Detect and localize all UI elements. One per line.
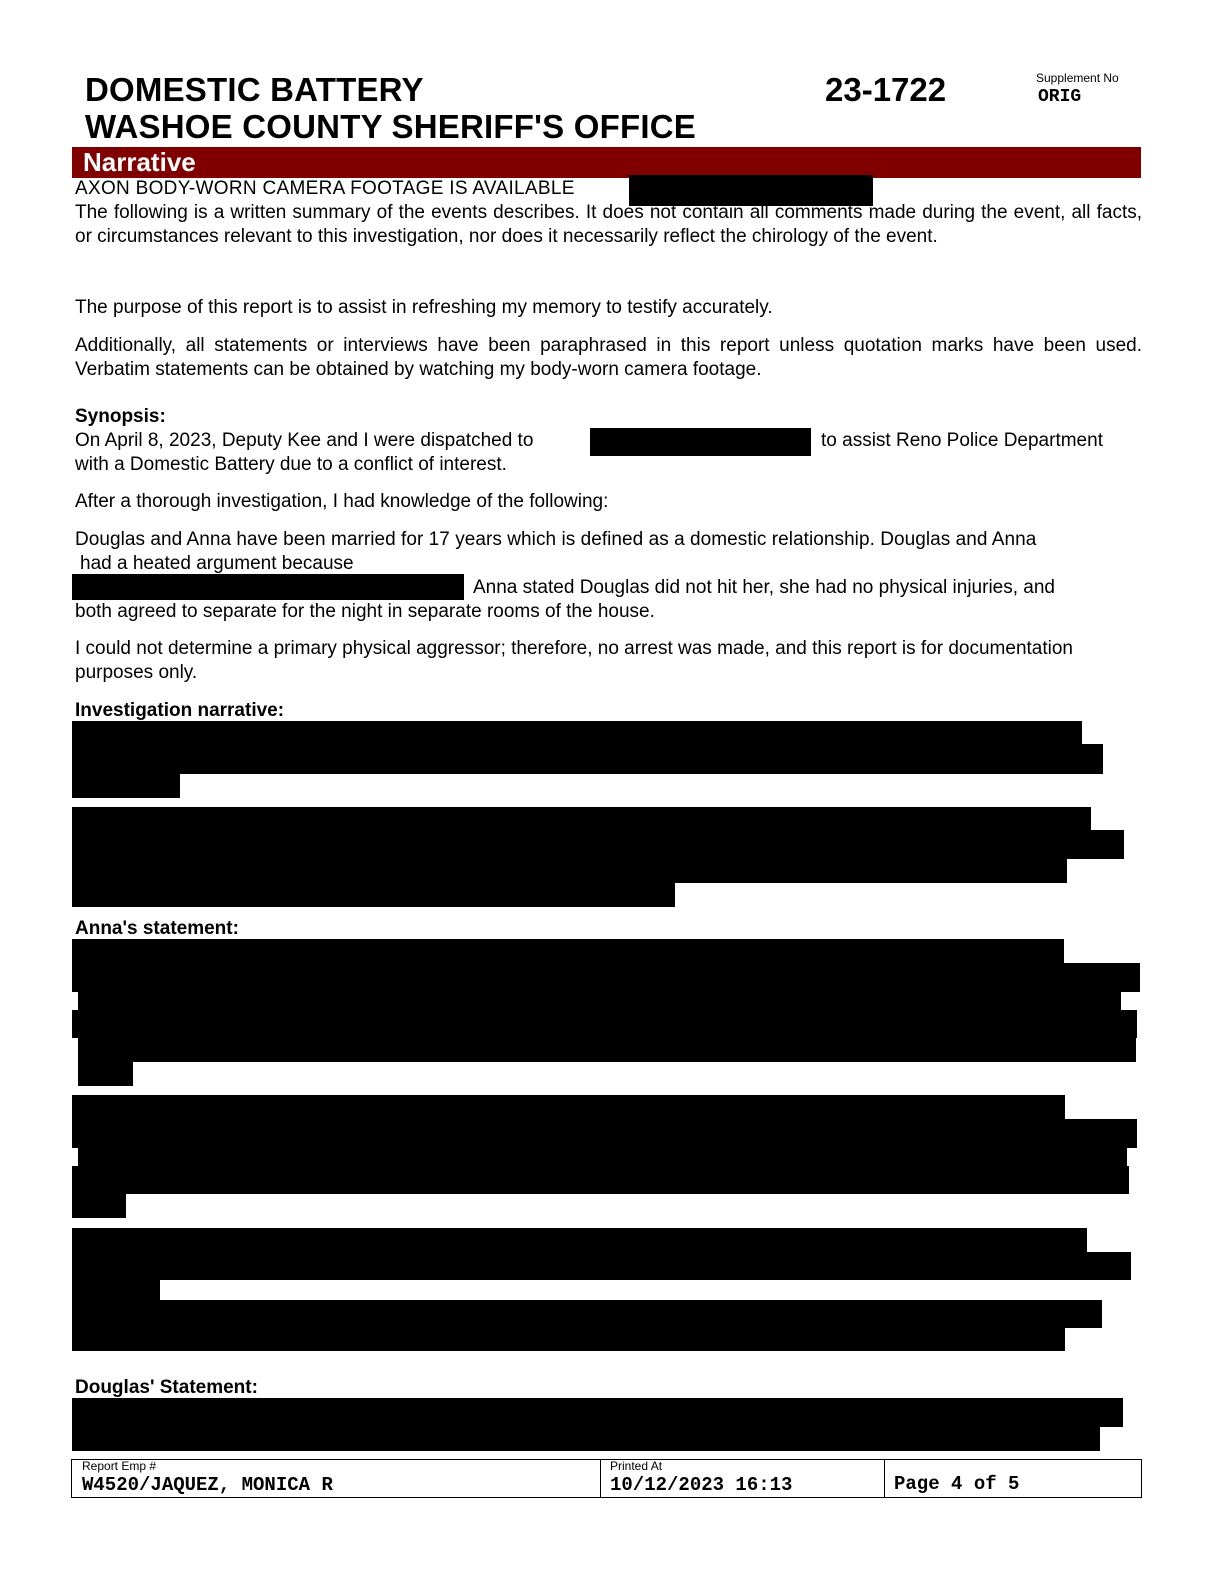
- anna-statement-heading: Anna's statement:: [75, 918, 239, 939]
- redaction-block: [72, 1300, 1102, 1328]
- synopsis-line-1c: with a Domestic Battery due to a conflict of interest.: [75, 454, 507, 475]
- redaction-block: [72, 1327, 1065, 1351]
- redaction-block: [72, 1095, 1065, 1120]
- synopsis-heading: Synopsis:: [75, 406, 166, 427]
- redaction-block: [72, 1228, 1087, 1253]
- redaction-block: [72, 882, 675, 907]
- case-number: 23-1722: [825, 71, 947, 108]
- report-type-title: DOMESTIC BATTERY: [85, 71, 424, 108]
- supplement-value: ORIG: [1038, 87, 1082, 107]
- page-number: Page 4 of 5: [894, 1473, 1020, 1495]
- synopsis-paragraph-2: After a thorough investigation, I had knowledge of the following:: [75, 491, 609, 512]
- redaction-block: [78, 1037, 1136, 1062]
- redaction-block: [72, 773, 180, 798]
- redaction-block: [72, 830, 1124, 859]
- report-emp-value: W4520/JAQUEZ, MONICA R: [82, 1474, 333, 1496]
- summary-paragraph: The following is a written summary of the events describes. It does not contain all comments made during the event, all facts, or circumstances relevant to this investigation, nor does it necessarily reflect the chirology of the event.: [75, 202, 1142, 247]
- report-footer: [71, 1459, 1142, 1498]
- redaction-block: [72, 1193, 126, 1218]
- redaction-block: [72, 1166, 1129, 1194]
- redaction-block: [72, 1010, 1137, 1038]
- redaction-block: [72, 1252, 1131, 1280]
- investigation-narrative-heading: Investigation narrative:: [75, 700, 285, 721]
- redaction-block: [78, 1061, 133, 1086]
- synopsis-line-3b: had a heated argument because: [80, 553, 354, 574]
- synopsis-line-3a: Douglas and Anna have been married for 17 years which is defined as a domestic relationship. Douglas and Anna: [75, 529, 1037, 550]
- redaction-block: [72, 574, 464, 600]
- redaction-block: [72, 807, 1091, 831]
- redaction-block: [72, 1426, 1100, 1451]
- agency-title: WASHOE COUNTY SHERIFF'S OFFICE: [85, 108, 696, 145]
- printed-at-label: Printed At: [610, 1459, 663, 1473]
- supplement-label: Supplement No: [1036, 71, 1119, 85]
- narrative-section-band: [72, 147, 1141, 178]
- redaction-block: [72, 858, 1067, 883]
- redaction-block: [72, 721, 1082, 745]
- synopsis-line-1a: On April 8, 2023, Deputy Kee and I were dispatched to: [75, 430, 534, 451]
- redaction-block: [72, 963, 1140, 992]
- redaction-block: [72, 1119, 1137, 1148]
- redaction-block: [72, 1398, 1123, 1427]
- printed-at-value: 10/12/2023 16:13: [610, 1474, 793, 1496]
- purpose-paragraph: The purpose of this report is to assist in refreshing my memory to testify accurately.: [75, 297, 773, 318]
- synopsis-line-1b: to assist Reno Police Department: [821, 430, 1103, 451]
- redaction-block: [78, 1147, 1127, 1167]
- synopsis-line-3c: Anna stated Douglas did not hit her, she had no physical injuries, and: [473, 577, 1055, 598]
- axon-footage-line: AXON BODY-WORN CAMERA FOOTAGE IS AVAILABLE: [75, 178, 575, 199]
- narrative-section-label: Narrative: [83, 147, 196, 177]
- synopsis-paragraph-4: I could not determine a primary physical aggressor; therefore, no arrest was made, and this report is for documentation purposes only.: [75, 638, 1073, 683]
- report-emp-cell: [72, 1460, 601, 1497]
- redaction-block: [72, 1279, 160, 1301]
- redaction-block: [590, 428, 811, 456]
- redaction-block: [78, 991, 1121, 1011]
- douglas-statement-heading: Douglas' Statement:: [75, 1377, 258, 1398]
- synopsis-line-3d: both agreed to separate for the night in separate rooms of the house.: [75, 601, 655, 622]
- report-emp-label: Report Emp #: [82, 1459, 157, 1473]
- page-cell: [884, 1460, 1140, 1497]
- redaction-block: [72, 744, 1103, 774]
- printed-at-cell: [600, 1460, 885, 1497]
- paraphrase-paragraph: Additionally, all statements or interviews have been paraphrased in this report unless quotation marks have been used. Verbatim statements can be obtained by watching my body-worn camera footage.: [75, 335, 1142, 380]
- redaction-block: [72, 939, 1064, 964]
